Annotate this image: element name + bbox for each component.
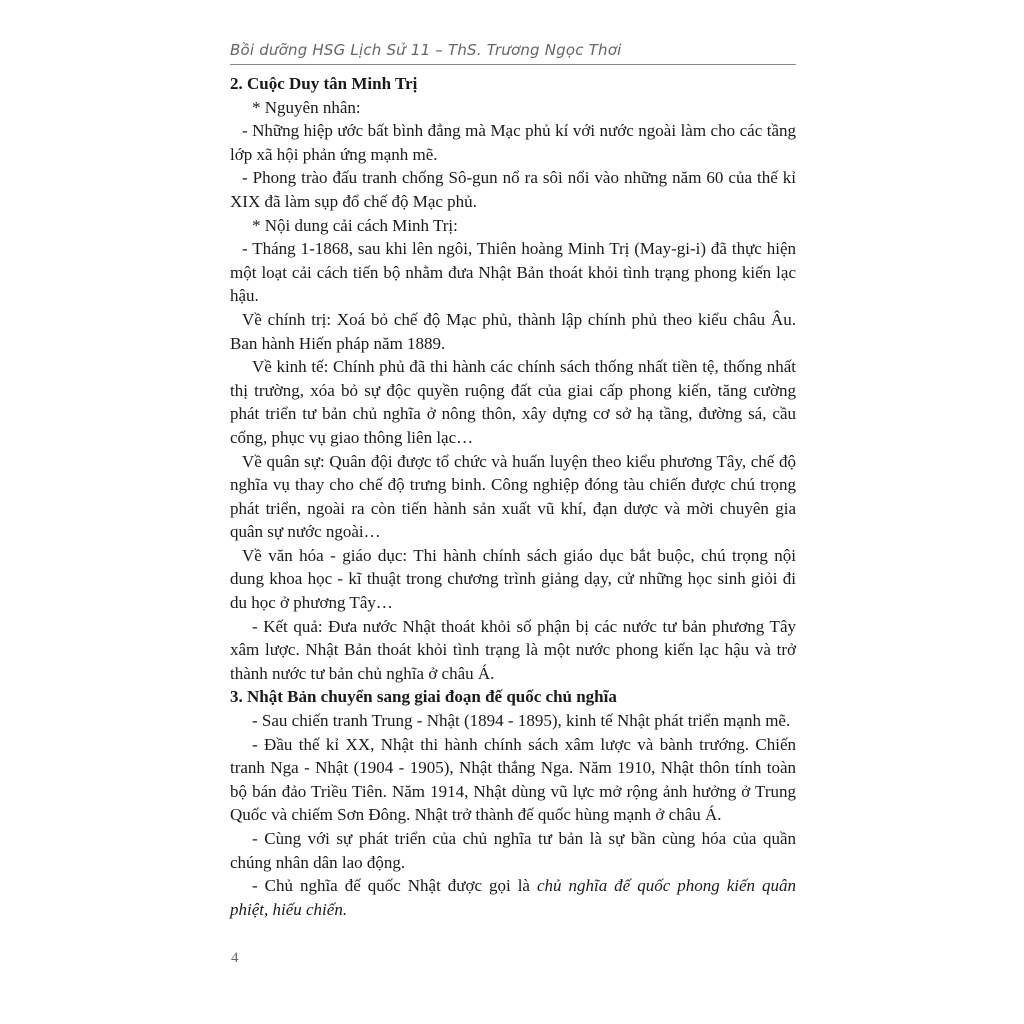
result-paragraph: - Kết quả: Đưa nước Nhật thoát khỏi số phận bị các nước tư bản phương Tây xâm lược. Nhật Bản thoát khỏi tình trạng là một nước phong kiến lạc hậu và trở thành nước tư bản chủ nghĩa ở châu Á.: [230, 616, 796, 683]
cause-label: * Nguyên nhân:: [252, 97, 361, 117]
imperialism-paragraph-1: - Sau chiến tranh Trung - Nhật (1894 - 1895), kinh tế Nhật phát triển mạnh mẽ.: [252, 711, 791, 731]
section-heading-imperialism: 3. Nhật Bản chuyển sang giai đoạn đế quốc chủ nghĩa: [230, 687, 617, 707]
cause-paragraph-2: - Phong trào đấu tranh chống Sô-gun nổ ra sôi nổi vào những năm 60 của thế kỉ XIX đã làm sụp đổ chế độ Mạc phủ.: [230, 168, 796, 211]
emphasized-term: chủ nghĩa đế quốc phong kiến quân phiệt, hiếu chiến.: [230, 876, 796, 919]
politics-paragraph: Về chính trị: Xoá bỏ chế độ Mạc phủ, thành lập chính phủ theo kiểu châu Âu. Ban hành Hiến pháp năm 1889.: [230, 309, 796, 353]
content-label: * Nội dung cải cách Minh Trị:: [252, 215, 458, 235]
cause-paragraph-1: - Những hiệp ước bất bình đẳng mà Mạc phủ kí với nước ngoài làm cho các tầng lớp xã hội phản ứng mạnh mẽ.: [230, 121, 796, 164]
page-number: 4: [231, 950, 239, 966]
page-body: [230, 72, 796, 921]
imperialism-paragraph-4: [230, 874, 796, 921]
imperialism-paragraph-2: - Đầu thế kỉ XX, Nhật thi hành chính sách xâm lược và bành trướng. Chiến tranh Nga - Nhật (1904 - 1905), Nhật thắng Nga. Năm 1910, Nhật thôn tính toàn bộ bán đảo Triều Tiên. Năm 1914, Nhật dùng vũ lực mở rộng ảnh hưởng ở Trung Quốc và chiếm Sơn Đông. Nhật trở thành đế quốc hùng mạnh ở châu Á.: [230, 734, 796, 825]
running-header: Bồi dưỡng HSG Lịch Sử 11 – ThS. Trương Ngọc Thơi: [230, 41, 622, 59]
paragraph-lead-text: - Chủ nghĩa đế quốc Nhật được gọi là: [252, 876, 537, 896]
economy-paragraph: Về kinh tế: Chính phủ đã thi hành các chính sách thống nhất tiền tệ, thống nhất thị trường, xóa bỏ sự độc quyền ruộng đất của giai cấp phong kiến, tăng cường phát triển tư bản chủ nghĩa ở nông thôn, xây dựng cơ sở hạ tầng, đường sá, cầu cống, phục vụ giao thông liên lạc…: [230, 357, 796, 447]
military-paragraph: Về quân sự: Quân đội được tổ chức và huấn luyện theo kiểu phương Tây, chế độ nghĩa vụ thay cho chế độ trưng binh. Công nghiệp đóng tàu chiến được chú trọng phát triển, ngoài ra còn tiến hành sản xuất vũ khí, đạn dược và mời chuyên gia quân sự nước ngoài…: [230, 451, 796, 542]
header-divider: [230, 64, 796, 65]
section-heading-meiji-restoration: 2. Cuộc Duy tân Minh Trị: [230, 74, 418, 93]
imperialism-paragraph-3: - Cùng với sự phát triển của chủ nghĩa tư bản là sự bần cùng hóa của quần chúng nhân dân lao động.: [230, 829, 796, 872]
education-paragraph: Về văn hóa - giáo dục: Thi hành chính sách giáo dục bắt buộc, chú trọng nội dung khoa học - kĩ thuật trong chương trình giảng dạy, cử những học sinh giỏi đi du học ở phương Tây…: [230, 545, 796, 613]
content-intro-paragraph: - Tháng 1-1868, sau khi lên ngôi, Thiên hoàng Minh Trị (May-gi-i) đã thực hiện một loạt cải cách tiến bộ nhằm đưa Nhật Bản thoát khỏi tình trạng phong kiến lạc hậu.: [230, 239, 796, 306]
